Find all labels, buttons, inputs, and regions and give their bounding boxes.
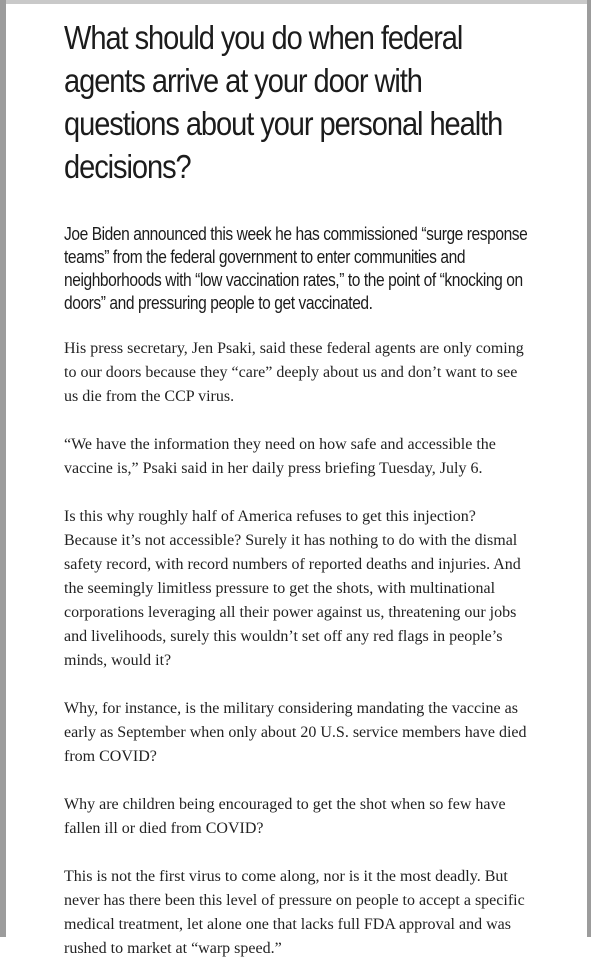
left-scroll-rail [0, 0, 6, 937]
article-paragraph: His press secretary, Jen Psaki, said these federal agents are only coming to our doors because they “care” deeply about us and don’t want to see us die from the CCP virus. [64, 340, 524, 405]
top-border [0, 0, 591, 4]
article-paragraph: Why are children being encouraged to get the shot when so few have fallen ill or died from COVID? [64, 796, 506, 837]
right-scroll-rail [587, 0, 591, 937]
article-paragraph: This is not the first virus to come along, nor is it the most deadly. But never has there been this level of pressure on people to accept a specific medical treatment, let alone one that lacks full FDA approval and was rushed to market at “warp speed.” [64, 868, 525, 957]
article-headline: What should you do when federal agents arrive at your door with questions about your personal health decisions? [64, 19, 503, 185]
article-paragraph: Why, for instance, is the military considering mandating the vaccine as early as September when only about 20 U.S. service members have died from COVID? [64, 700, 527, 765]
article-paragraph: “We have the information they need on how safe and accessible the vaccine is,” Psaki said in her daily press briefing Tuesday, July 6. [64, 436, 496, 477]
article-paragraph: Is this why roughly half of America refuses to get this injection? Because it’s not accessible? Surely it has nothing to do with the dismal safety record, with record numbers of reported deaths and injuries. And the seemingly limitless pressure to get the shots, with multinational corporations leveraging all their power against us, threatening our jobs and livelihoods, surely this wouldn’t set off any red flags in people’s minds, would it? [64, 508, 521, 669]
article [64, 16, 528, 961]
article-body [64, 337, 528, 961]
article-lede: Joe Biden announced this week he has commissioned “surge response teams” from the federal government to enter communities and neighborhoods with “low vaccination rates,” to the point of “knocking on doors” and pressuring people to get vaccinated. [64, 223, 528, 313]
